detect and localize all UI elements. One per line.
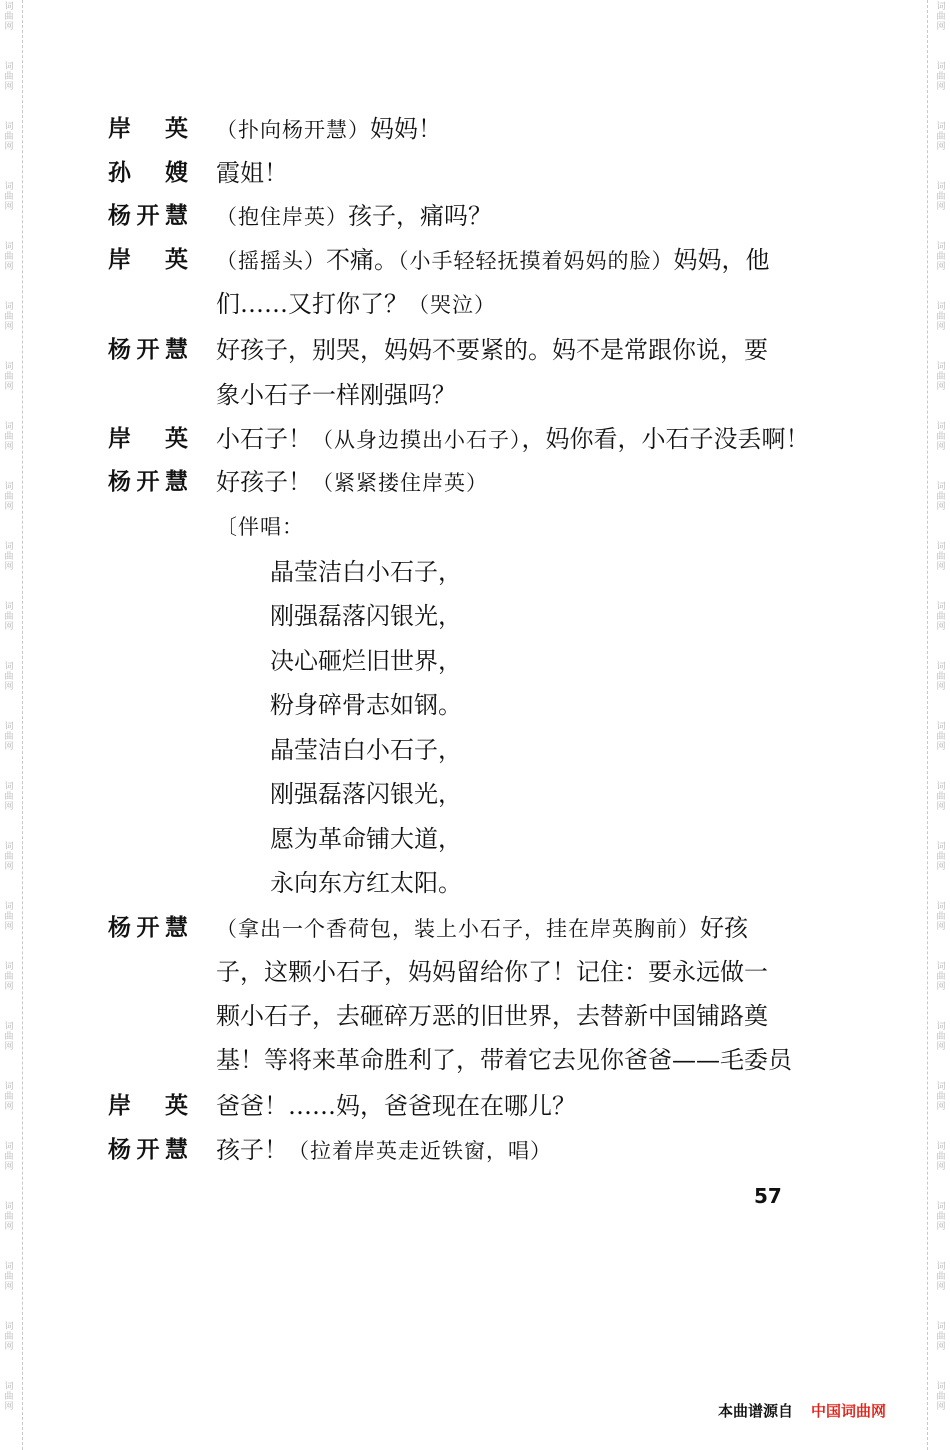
speech-text: 不痛。	[326, 246, 398, 274]
watermark-text: 词 曲 网	[4, 362, 14, 392]
source-label: 本曲谱源自	[718, 1402, 794, 1420]
watermark-text: 词 曲 网	[4, 1202, 14, 1232]
watermark-text: 词 曲 网	[936, 1022, 946, 1052]
speech-text: 好孩子！	[216, 468, 312, 496]
verse-line: 刚强磊落闪银光，	[270, 602, 462, 630]
watermark-text: 词 曲 网	[936, 182, 946, 212]
watermark-text: 词 曲 网	[936, 1322, 946, 1352]
verse-line: 晶莹洁白小石子，	[270, 558, 462, 586]
source-footer	[718, 1400, 886, 1421]
dialogue-continuation: 基！等将来革命胜利了，带着它去见你爸爸——毛委员	[216, 1046, 792, 1074]
watermark-text: 词 曲 网	[936, 62, 946, 92]
watermark-text: 词 曲 网	[4, 302, 14, 332]
speaker-sun-sao: 孙 嫂	[108, 160, 188, 186]
watermark-text: 词 曲 网	[4, 542, 14, 572]
speech-text: 小石子！	[216, 425, 312, 453]
watermark-text: 词 曲 网	[4, 422, 14, 452]
watermark-text: 词 曲 网	[936, 782, 946, 812]
stage-direction: （摇摇头）	[216, 249, 326, 273]
watermark-text: 词 曲 网	[4, 242, 14, 272]
dialogue-line	[216, 913, 748, 944]
dialogue-line	[216, 245, 770, 276]
watermark-text: 词 曲 网	[936, 902, 946, 932]
watermark-text: 词 曲 网	[936, 482, 946, 512]
watermark-text: 词 曲 网	[936, 1142, 946, 1172]
speech-text: 孩子，痛吗？	[348, 202, 492, 230]
stage-direction: （小手轻轻抚摸着妈妈的脸）	[398, 249, 674, 273]
dialogue-continuation: 颗小石子，去砸碎万恶的旧世界，去替新中国铺路奠	[216, 1002, 768, 1030]
dialogue-line	[216, 467, 488, 498]
watermark-text: 词 曲 网	[936, 1382, 946, 1412]
watermark-text: 词 曲 网	[4, 182, 14, 212]
watermark-text: 词 曲 网	[936, 362, 946, 392]
speaker-yang-kaihui: 杨开慧	[108, 915, 188, 941]
watermark-text: 词 曲 网	[4, 1322, 14, 1352]
dialogue-line	[216, 201, 492, 232]
dialogue-line: 好孩子，别哭，妈妈不要紧的。妈不是常跟你说，要	[216, 336, 768, 364]
speaker-yang-kaihui: 杨开慧	[108, 203, 188, 229]
speaker-an-ying: 岸 英	[108, 1093, 188, 1119]
watermark-text: 词 曲 网	[936, 242, 946, 272]
dialogue-line	[216, 1135, 552, 1166]
right-watermark-column	[934, 0, 948, 1450]
dialogue-line: 爸爸！……妈，爸爸现在在哪儿？	[216, 1092, 576, 1120]
watermark-text: 词 曲 网	[4, 482, 14, 512]
speaker-an-ying: 岸 英	[108, 116, 188, 142]
speaker-an-ying: 岸 英	[108, 426, 188, 452]
watermark-text: 词 曲 网	[4, 662, 14, 692]
watermark-text: 词 曲 网	[936, 722, 946, 752]
speech-text: 霞姐！	[216, 159, 288, 187]
watermark-text: 词 曲 网	[936, 962, 946, 992]
watermark-text: 词 曲 网	[936, 302, 946, 332]
watermark-text: 词 曲 网	[4, 782, 14, 812]
speaker-yang-kaihui: 杨开慧	[108, 1137, 188, 1163]
stage-direction: （哭泣）	[408, 293, 496, 317]
dialogue-line	[216, 158, 288, 188]
watermark-text: 词 曲 网	[936, 1262, 946, 1292]
verse-line: 晶莹洁白小石子，	[270, 736, 462, 764]
dialogue-continuation: 子，这颗小石子，妈妈留给你了！记住：要永远做一	[216, 958, 768, 986]
speech-text: 妈妈，他	[673, 246, 770, 274]
watermark-text: 词 曲 网	[4, 1142, 14, 1172]
watermark-text: 词 曲 网	[4, 962, 14, 992]
watermark-text: 词 曲 网	[936, 2, 946, 32]
verse-line: 愿为革命铺大道，	[270, 825, 462, 853]
watermark-text: 词 曲 网	[4, 1262, 14, 1292]
dialogue-line	[216, 424, 810, 455]
verse-line: 粉身碎骨志如钢。	[270, 691, 462, 719]
watermark-text: 词 曲 网	[4, 2, 14, 32]
watermark-text: 词 曲 网	[936, 1082, 946, 1112]
watermark-text: 词 曲 网	[936, 542, 946, 572]
watermark-text: 词 曲 网	[4, 842, 14, 872]
stage-direction: （扑向杨开慧）	[216, 118, 370, 142]
stage-direction: （从身边摸出小石子）	[312, 428, 522, 452]
speech-text: 妈妈！	[370, 115, 442, 143]
right-dashed-border	[927, 0, 928, 1450]
dialogue-continuation: 象小石子一样刚强吗？	[216, 381, 456, 409]
watermark-text: 词 曲 网	[4, 1382, 14, 1412]
left-dashed-border	[22, 0, 23, 1450]
dialogue-continuation	[216, 289, 496, 320]
watermark-text: 词 曲 网	[936, 602, 946, 632]
left-watermark-column	[2, 0, 16, 1450]
watermark-text: 词 曲 网	[936, 842, 946, 872]
stage-direction: （紧紧搂住岸英）	[312, 471, 488, 495]
watermark-text: 词 曲 网	[4, 1082, 14, 1112]
watermark-text: 词 曲 网	[4, 122, 14, 152]
speaker-yang-kaihui: 杨开慧	[108, 469, 188, 495]
dialogue-line	[216, 114, 442, 145]
site-link[interactable]: 中国词曲网	[811, 1402, 887, 1420]
chorus-label: 〔伴唱：	[216, 515, 304, 539]
watermark-text: 词 曲 网	[936, 1202, 946, 1232]
speaker-an-ying: 岸 英	[108, 247, 188, 273]
watermark-text: 词 曲 网	[4, 602, 14, 632]
verse-line: 永向东方红太阳。	[270, 869, 462, 897]
verse-line: 刚强磊落闪银光，	[270, 780, 462, 808]
stage-direction: （拉着岸英走近铁窗，唱）	[288, 1139, 552, 1163]
speech-text: 好孩	[700, 914, 748, 942]
speech-text: ，妈你看，小石子没丢啊！	[521, 425, 810, 453]
watermark-text: 词 曲 网	[4, 902, 14, 932]
speech-text: 们……又打你了？	[216, 290, 408, 318]
stage-direction: （拿出一个香荷包，装上小石子，挂在岸英胸前）	[216, 917, 700, 941]
stage-direction: （抱住岸英）	[216, 205, 348, 229]
watermark-text: 词 曲 网	[936, 122, 946, 152]
speech-text: 孩子！	[216, 1136, 288, 1164]
watermark-text: 词 曲 网	[936, 422, 946, 452]
page-number: 57	[754, 1184, 782, 1208]
verse-line: 决心砸烂旧世界，	[270, 647, 462, 675]
watermark-text: 词 曲 网	[4, 62, 14, 92]
watermark-text: 词 曲 网	[936, 662, 946, 692]
speaker-yang-kaihui: 杨开慧	[108, 337, 188, 363]
watermark-text: 词 曲 网	[4, 1022, 14, 1052]
watermark-text: 词 曲 网	[4, 722, 14, 752]
